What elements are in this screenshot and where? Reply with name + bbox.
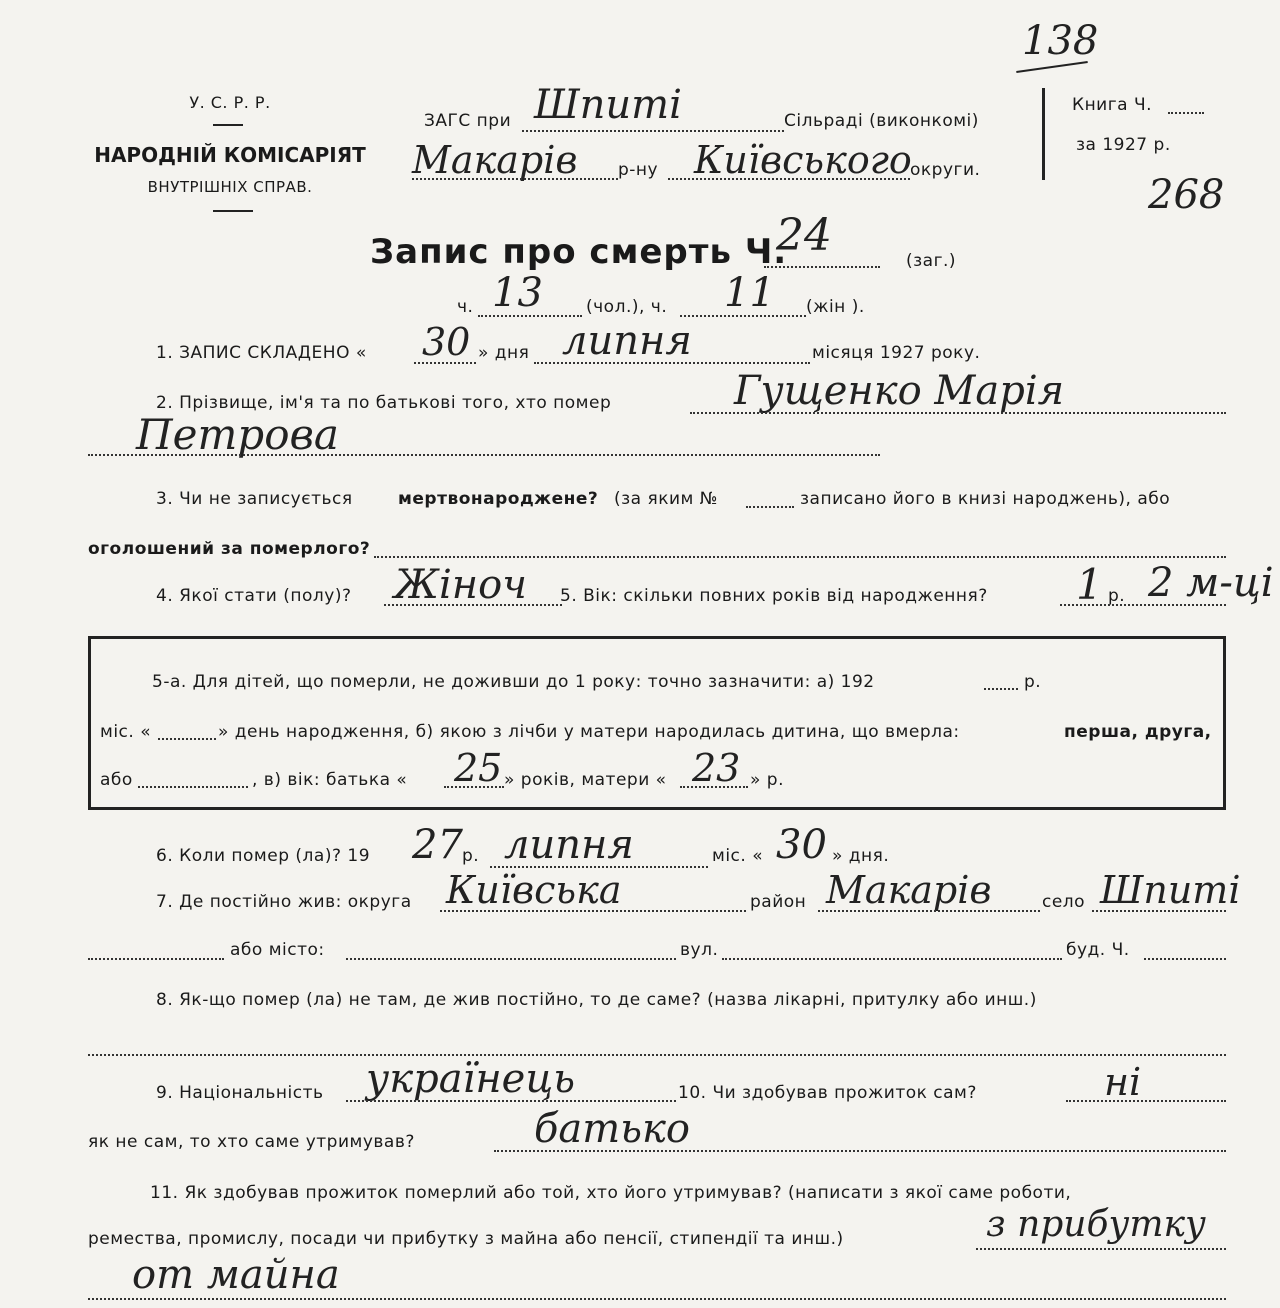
archive-side-number: 268 bbox=[1148, 172, 1225, 218]
f6-label: 6. Коли помер (ла)? 19 bbox=[156, 846, 371, 866]
f8-answer-line bbox=[88, 1054, 1226, 1056]
f5a-mother-line bbox=[680, 786, 748, 788]
f5a-line3-c: » років, матери « bbox=[504, 770, 667, 790]
male-number-line bbox=[478, 315, 582, 317]
f7-misto-line bbox=[346, 958, 676, 960]
f6-mis: міс. « bbox=[712, 846, 764, 866]
f6-month: липня bbox=[504, 822, 634, 868]
f7-pre-misto-line bbox=[88, 958, 224, 960]
f5a-father-age: 25 bbox=[454, 746, 503, 790]
f10-value: ні bbox=[1104, 1060, 1142, 1104]
f5-age-line bbox=[1060, 604, 1226, 606]
f5-months: 2 м-ці bbox=[1148, 560, 1274, 606]
f5a-line3-b: , в) вік: батька « bbox=[252, 770, 408, 790]
f4-sex-line bbox=[384, 604, 562, 606]
record-number-line bbox=[764, 266, 880, 268]
f1-month: липня bbox=[562, 318, 692, 364]
f7-okruga: Київська bbox=[446, 868, 622, 912]
f1-label-a: 1. ЗАПИС СКЛАДЕНО « bbox=[156, 343, 367, 363]
f9-nationality-line bbox=[346, 1100, 676, 1102]
f4-sex: Жіноч bbox=[394, 562, 528, 608]
f9-label: 9. Національність bbox=[156, 1083, 324, 1103]
f2-name-1: Гущенко Марія bbox=[734, 368, 1065, 414]
zags-village: Шпиті bbox=[534, 82, 682, 128]
f8-label: 8. Як-що помер (ла) не там, де жив постійно, то де саме? (назва лікарні, притулку або инш.) bbox=[156, 990, 1037, 1010]
f2-name-line-1 bbox=[690, 412, 1226, 414]
record-suffix: (заг.) bbox=[906, 251, 957, 271]
f5a-order-line bbox=[138, 786, 248, 788]
f9-supporter-label: як не сам, то хто саме утримував? bbox=[88, 1132, 415, 1152]
f1-day-line bbox=[414, 362, 476, 364]
f5a-line3-d: » р. bbox=[750, 770, 784, 790]
f11-value-1: з прибутку bbox=[986, 1204, 1206, 1245]
f7-selo-line bbox=[1092, 910, 1226, 912]
header-republic: У. С. Р. Р. bbox=[189, 93, 271, 112]
f5a-line1-end: р. bbox=[1024, 672, 1042, 692]
f7-vul-line bbox=[722, 958, 1062, 960]
female-number-line bbox=[680, 315, 806, 317]
f5a-line2-a: міс. « bbox=[100, 722, 152, 742]
f1-label-b: » дня bbox=[478, 343, 530, 363]
book-number-label: Книга Ч. bbox=[1072, 95, 1153, 115]
f6-year: 27 bbox=[412, 822, 463, 868]
f5a-year-line bbox=[984, 688, 1018, 690]
f1-month-line bbox=[534, 362, 810, 364]
f5a-birthday-line bbox=[158, 738, 216, 740]
header-divider-2 bbox=[213, 210, 253, 212]
f11-line1: 11. Як здобував прожиток померлий або той, хто його утримував? (написати з якої саме роботи, bbox=[150, 1183, 1072, 1203]
f5-years: 1 bbox=[1076, 560, 1103, 609]
f3-label-declared: оголошений за померлого? bbox=[88, 539, 371, 559]
f5-years-suffix: р. bbox=[1108, 586, 1126, 606]
f11-line2: ремества, промислу, посади чи прибутку з майна або пенсії, стипендії та инш.) bbox=[88, 1229, 844, 1249]
f5a-line2-b: » день народження, б) якою з лічби у матери народилась дитина, що вмерла: bbox=[218, 722, 960, 742]
f3-declared-line bbox=[374, 556, 1226, 558]
f7-bud-label: буд. Ч. bbox=[1066, 940, 1130, 960]
f9-supporter: батько bbox=[534, 1106, 690, 1152]
f7-selo: Шпиті bbox=[1100, 868, 1241, 912]
f7-label: 7. Де постійно жив: округа bbox=[156, 892, 412, 912]
zags-district-label: р-ну bbox=[618, 160, 659, 180]
header-divider-1 bbox=[213, 124, 243, 126]
f7-raion-label: район bbox=[750, 892, 807, 912]
header-commissariat: НАРОДНІЙ КОМІСАРІЯТ bbox=[94, 143, 366, 167]
zags-district-line bbox=[412, 178, 618, 180]
archive-page-number: 138 bbox=[1022, 18, 1099, 64]
zags-okruga-label: округи. bbox=[910, 160, 981, 180]
male-prefix: ч. bbox=[457, 297, 474, 317]
f6-day: 30 bbox=[776, 822, 827, 868]
record-number: 24 bbox=[776, 210, 832, 261]
f1-day: 30 bbox=[422, 320, 471, 364]
f5-label: 5. Вік: скільки повних років від народження? bbox=[560, 586, 988, 606]
f7-okruga-line bbox=[440, 910, 746, 912]
f7-raion-line bbox=[818, 910, 1040, 912]
f2-label: 2. Прізвище, ім'я та по батькові того, хто помер bbox=[156, 393, 612, 413]
f5a-line2-bold: перша, друга, bbox=[1064, 722, 1212, 742]
f6-r: р. bbox=[462, 846, 480, 866]
book-number-line bbox=[1168, 112, 1204, 114]
zags-suffix: Сільраді (виконкомі) bbox=[784, 111, 979, 131]
male-label: (чол.), ч. bbox=[586, 297, 668, 317]
zags-prefix: ЗАГС при bbox=[424, 111, 512, 131]
female-label: (жін ). bbox=[806, 297, 865, 317]
f5a-mother-age: 23 bbox=[692, 746, 741, 790]
f7-raion: Макарів bbox=[826, 868, 992, 912]
f2-name-line-2 bbox=[88, 454, 880, 456]
male-number: 13 bbox=[492, 270, 543, 316]
f4-label: 4. Якої стати (полу)? bbox=[156, 586, 352, 606]
f11-value-line-1 bbox=[976, 1248, 1226, 1250]
f7-bud-line bbox=[1144, 958, 1226, 960]
f3-label-c: записано його в книзі народжень), або bbox=[800, 489, 1171, 509]
f5a-father-line bbox=[444, 786, 504, 788]
header-department: ВНУТРІШНІХ СПРАВ. bbox=[147, 178, 313, 196]
f7-vul-label: вул. bbox=[680, 940, 719, 960]
f2-name-2: Петрова bbox=[136, 410, 339, 459]
f9-nationality: українець bbox=[366, 1056, 576, 1102]
f10-label: 10. Чи здобував прожиток сам? bbox=[678, 1083, 977, 1103]
zags-village-line bbox=[522, 130, 784, 132]
f10-value-line bbox=[1066, 1100, 1226, 1102]
f3-label-a: 3. Чи не записується bbox=[156, 489, 353, 509]
f3-label-b: (за яким № bbox=[614, 489, 718, 509]
f3-label-stillborn: мертвонароджене? bbox=[398, 489, 599, 509]
f6-dnya: » дня. bbox=[832, 846, 890, 866]
zags-okruga: Київського bbox=[694, 138, 912, 182]
record-title: Запис про смерть Ч. bbox=[370, 232, 788, 272]
f5a-line1: 5-а. Для дітей, що померли, не доживши до 1 року: точно зазначити: а) 192 bbox=[152, 672, 875, 692]
zags-okruga-line bbox=[668, 178, 910, 180]
f9-supporter-line bbox=[494, 1150, 1226, 1152]
f11-value-2: от майна bbox=[132, 1252, 340, 1298]
female-number: 11 bbox=[724, 270, 775, 316]
f7-misto-label: або місто: bbox=[230, 940, 325, 960]
f3-number-line bbox=[746, 506, 794, 508]
book-year: за 1927 р. bbox=[1076, 135, 1171, 155]
f5a-line3-a: або bbox=[100, 770, 133, 790]
zags-district: Макарів bbox=[412, 138, 578, 182]
f7-selo-label: село bbox=[1042, 892, 1086, 912]
f1-label-c: місяця 1927 року. bbox=[812, 343, 981, 363]
f11-value-line-2 bbox=[88, 1298, 1226, 1300]
